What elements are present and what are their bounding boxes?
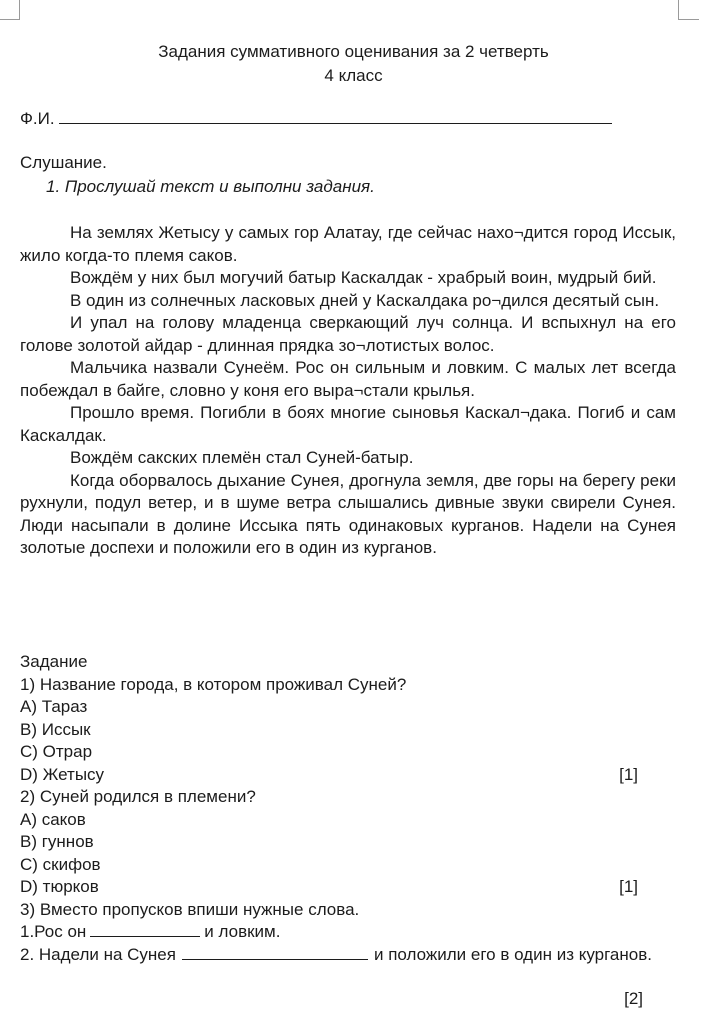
fill-in-blank-2[interactable] bbox=[182, 945, 368, 960]
name-field-blank[interactable] bbox=[59, 111, 612, 124]
q2-option-c[interactable]: C) скифов bbox=[20, 854, 101, 874]
passage-paragraph: Вождём у них был могучий батыр Каскалдак - храбрый воин, мудрый бий. bbox=[70, 268, 657, 287]
q1-option-c[interactable]: C) Отрар bbox=[20, 742, 93, 761]
question-3-text: 3) Вместо пропусков впиши нужные слова. bbox=[20, 899, 360, 919]
q2-option-d-row bbox=[20, 876, 676, 899]
name-field-row bbox=[20, 108, 620, 131]
document-header bbox=[0, 40, 707, 88]
q1-option-a[interactable]: A) Тараз bbox=[20, 697, 88, 716]
q2-option-b[interactable]: B) гуннов bbox=[20, 832, 94, 851]
q2-score: [1] bbox=[619, 877, 638, 896]
q1-option-b[interactable]: B) Иссык bbox=[20, 719, 91, 739]
q1-score: [1] bbox=[619, 764, 638, 784]
fill-in-blank-1[interactable] bbox=[90, 922, 200, 937]
q1-option-d[interactable]: D) Жетысу bbox=[20, 764, 105, 784]
q3-score: [2] bbox=[624, 989, 643, 1008]
document-subtitle: 4 класс bbox=[324, 66, 383, 85]
passage-paragraph: Когда оборвалось дыхание Сунея, дрогнула земля, две горы на берегу реки рухнули, подул ветер, и в шуме ветра слышались дивные звуки свирели Сунея. Люди насыпали в долине Иссыка пять одинаковых курганов. Надели на Сунея золотые доспехи и положили его в один из курганов. bbox=[20, 470, 676, 557]
passage-paragraph: И упал на голову младенца сверкающий луч солнца. И вспыхнул на его голове золотой айдар - длинная прядка зо¬лотистых волос. bbox=[20, 313, 676, 355]
document-title: Задания суммативного оценивания за 2 четверть bbox=[158, 42, 549, 61]
passage-paragraph: В один из солнечных ласковых дней у Каскалдака ро¬дился десятый сын. bbox=[70, 290, 660, 310]
section-heading-listening: Слушание. bbox=[20, 153, 107, 172]
fill-in-sentence-2 bbox=[20, 944, 676, 967]
scan-corner-mark-left bbox=[0, 0, 20, 20]
sentence-2-end: и положили его в один из курганов. bbox=[373, 944, 652, 964]
fill-in-sentence-1 bbox=[20, 921, 676, 944]
q1-option-d-row bbox=[20, 764, 676, 787]
passage-paragraph: Мальчика назвали Сунеём. Рос он сильным и ловким. С малых лет всегда побеждал в байге, словно у коня его выра¬стали крылья. bbox=[20, 358, 676, 400]
passage-paragraph: Вождём сакских племён стал Суней-батыр. bbox=[70, 448, 414, 467]
task-heading: Задание bbox=[20, 652, 88, 671]
name-field-label: Ф.И. bbox=[20, 109, 55, 128]
q2-option-a[interactable]: A) саков bbox=[20, 809, 86, 829]
q2-option-d[interactable]: D) тюрков bbox=[20, 877, 99, 896]
task-section bbox=[20, 651, 676, 966]
scan-corner-mark-right bbox=[678, 0, 699, 20]
reading-passage bbox=[20, 222, 676, 560]
sentence-2-start: 2. Надели на Сунея bbox=[20, 944, 176, 964]
listening-instruction: 1. Прослушай текст и выполни задания. bbox=[46, 177, 375, 196]
passage-paragraph: Прошло время. Погибли в боях многие сыновья Каскал¬дака. Погиб и сам Каскалдак. bbox=[20, 403, 676, 445]
sentence-1-end: и ловким. bbox=[204, 922, 281, 941]
sentence-1-start: 1.Рос он bbox=[20, 922, 87, 941]
question-1-text: 1) Название города, в котором проживал Суней? bbox=[20, 674, 407, 694]
passage-paragraph: На землях Жетысу у самых гор Алатау, где сейчас нахо¬дится город Иссык, жило когда-то племя саков. bbox=[20, 223, 676, 265]
question-2-text: 2) Суней родился в племени? bbox=[20, 787, 256, 806]
